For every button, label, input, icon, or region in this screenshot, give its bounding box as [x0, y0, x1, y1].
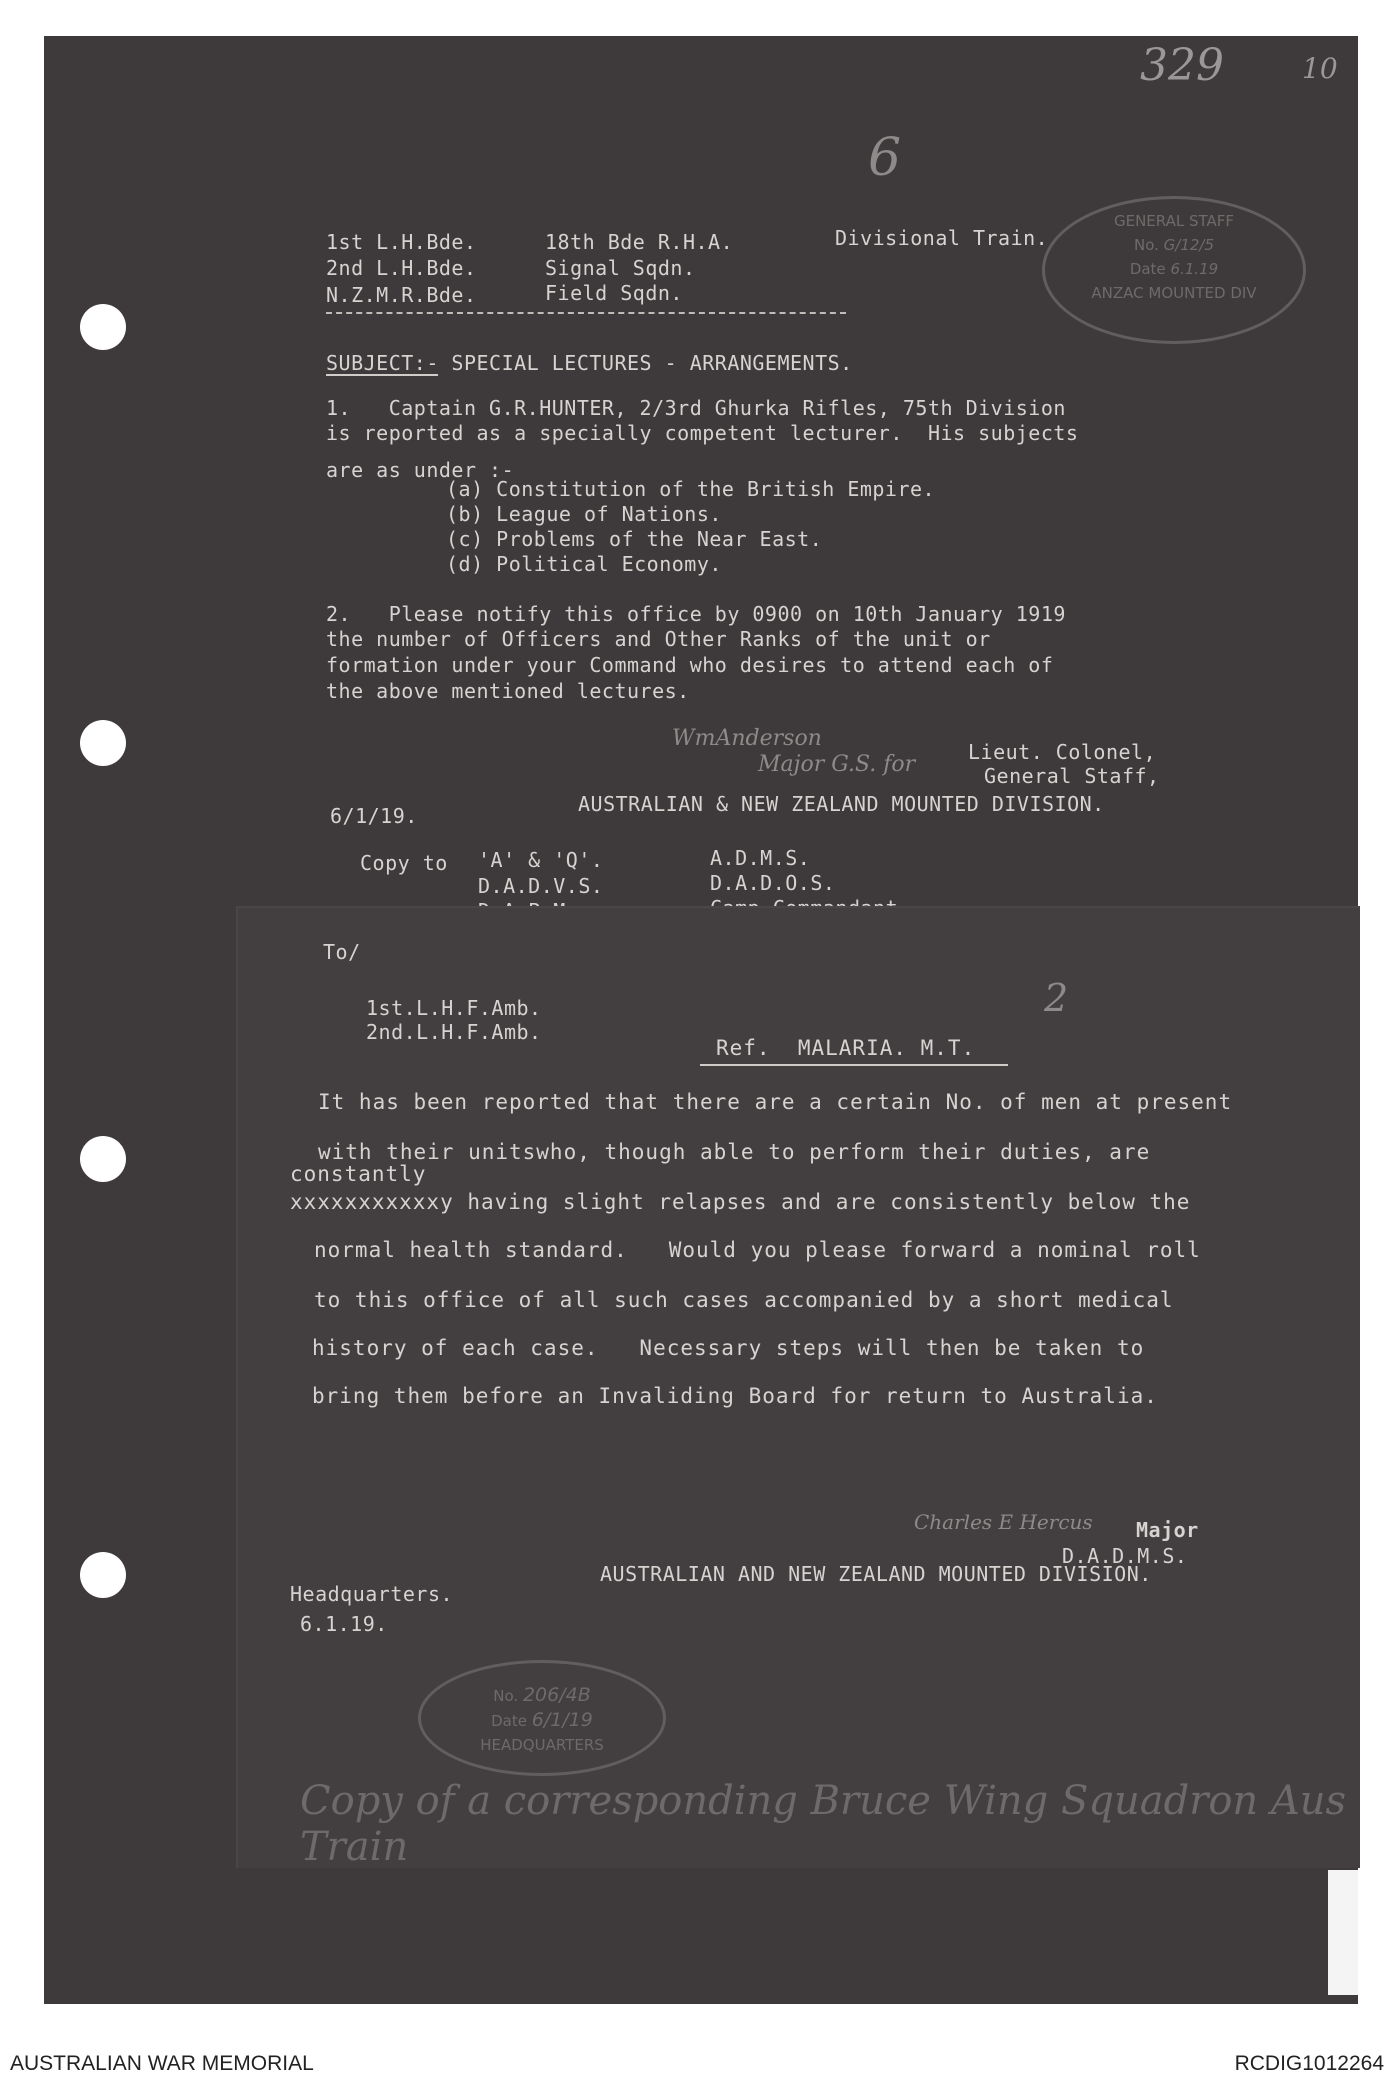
lecture-topic: (a) Constitution of the British Empire.	[446, 477, 936, 501]
addressee: 2nd L.H.Bde.	[326, 256, 477, 280]
letter2-signature: Charles E Hercus	[914, 1510, 1093, 1534]
stamp-heading: GENERAL STAFF	[1113, 212, 1235, 230]
letter2-date: 6.1.19.	[300, 1612, 388, 1636]
stamp-date-row	[1045, 257, 1303, 281]
para-line: are as under :-	[326, 458, 515, 482]
stamp-number-row	[1045, 233, 1303, 257]
body-line: to this office of all such cases accompanied by a short medical	[314, 1288, 1174, 1312]
stamp-footer: HEADQUARTERS	[480, 1736, 604, 1754]
to-label: To/	[323, 940, 361, 964]
punch-hole	[80, 1552, 126, 1598]
lecture-topic: (b) League of Nations.	[446, 502, 722, 526]
separator-line	[326, 312, 846, 314]
addressee: Signal Sqdn.	[545, 256, 696, 280]
lecture-topic: (c) Problems of the Near East.	[446, 527, 823, 551]
addressee: 1st L.H.Bde.	[326, 230, 477, 254]
folio-sub-number: 10	[1302, 52, 1338, 85]
addressee: Field Sqdn.	[545, 281, 683, 305]
signatory-rank: Major	[1136, 1518, 1199, 1542]
signatory-rank: Lieut. Colonel,	[968, 740, 1157, 764]
stamp-date-label: Date	[491, 1712, 527, 1730]
stamp-number-value: 206/4B	[522, 1684, 591, 1706]
handwritten-footnote: Copy of a corresponding Bruce Wing Squadron Aus Train	[300, 1778, 1347, 1870]
stamp-date-row	[421, 1708, 663, 1733]
sheet-edge-tab	[1328, 1870, 1358, 1995]
para-line: formation under your Command who desires to attend each of	[326, 653, 1054, 677]
stamp-number-row	[421, 1683, 663, 1708]
folio-number: 329	[1140, 40, 1224, 91]
body-line: history of each case. Necessary steps will then be taken to	[312, 1336, 1145, 1360]
punch-hole	[80, 720, 126, 766]
stamp-date-value: 6/1/19	[531, 1709, 593, 1731]
received-stamp	[418, 1660, 666, 1776]
reference-underline	[700, 1064, 1008, 1066]
signatory-role: General Staff,	[984, 764, 1160, 788]
letter1-signature: WmAnderson	[672, 726, 822, 751]
lecture-topic: (d) Political Economy.	[446, 552, 722, 576]
addressee: 18th Bde R.H.A.	[545, 230, 734, 254]
body-line: It has been reported that there are a certain No. of men at present	[318, 1090, 1233, 1114]
recipient: 1st.L.H.F.Amb.	[366, 996, 542, 1020]
para-line: the above mentioned lectures.	[326, 679, 690, 703]
copy-recipient: A.D.M.S.	[710, 846, 811, 870]
general-staff-stamp	[1042, 196, 1306, 344]
letter2-page-mark: 2	[1044, 976, 1069, 1020]
addressee: Divisional Train.	[835, 226, 1049, 250]
inserted-word: constantly	[290, 1162, 427, 1186]
letter1-date: 6/1/19.	[330, 804, 418, 828]
recipient: 2nd.L.H.F.Amb.	[366, 1020, 542, 1044]
letter1-division: AUSTRALIAN & NEW ZEALAND MOUNTED DIVISION.	[578, 792, 1105, 816]
para-line: 2. Please notify this office by 0900 on 10th January 1919	[326, 602, 1066, 626]
archive-catalog-id: RCDIG1012264	[1234, 2052, 1384, 2075]
stamp-number-value: G/12/5	[1163, 236, 1215, 254]
punch-hole	[80, 1136, 126, 1182]
letter2-division: AUSTRALIAN AND NEW ZEALAND MOUNTED DIVISION.	[600, 1562, 1152, 1586]
archive-institution-label: AUSTRALIAN WAR MEMORIAL	[10, 2052, 314, 2075]
para-line: the number of Officers and Other Ranks of the unit or	[326, 627, 991, 651]
body-line: bring them before an Invaliding Board for return to Australia.	[312, 1384, 1158, 1408]
copy-to-label: Copy to	[360, 851, 448, 875]
signatory-role: D.A.D.M.S.	[1062, 1544, 1188, 1568]
punch-hole	[80, 304, 126, 350]
letter1-signature-note: Major G.S. for	[758, 752, 916, 777]
body-line: xxxxxxxxxxxy having slight relapses and are consistently below the	[290, 1190, 1191, 1214]
headquarters-label: Headquarters.	[290, 1582, 454, 1606]
body-line: with their unitswho, though able to perform their duties, are	[318, 1140, 1151, 1164]
subject-underline	[326, 374, 438, 376]
body-line: normal health standard. Would you please forward a nominal roll	[314, 1238, 1201, 1262]
stamp-footer: ANZAC MOUNTED DIV	[1091, 284, 1257, 302]
letter1-page-mark: 6	[868, 128, 902, 188]
para-line: is reported as a specially competent lecturer. His subjects	[326, 421, 1079, 445]
addressee: N.Z.M.R.Bde.	[326, 283, 477, 307]
copy-recipient: D.A.D.O.S.	[710, 871, 836, 895]
stamp-number-label: No.	[493, 1687, 519, 1705]
copy-recipient: D.A.D.V.S.	[478, 874, 604, 898]
letter1-subject: SUBJECT:- SPECIAL LECTURES - ARRANGEMENTS.	[326, 351, 853, 375]
memo-reference: Ref. MALARIA. M.T.	[716, 1036, 976, 1060]
stamp-number-label: No.	[1133, 236, 1159, 254]
copy-recipient: 'A' & 'Q'.	[478, 848, 604, 872]
stamp-date-value: 6.1.19	[1170, 260, 1219, 278]
stamp-date-label: Date	[1129, 260, 1166, 278]
para-line: 1. Captain G.R.HUNTER, 2/3rd Ghurka Rifles, 75th Division	[326, 396, 1066, 420]
